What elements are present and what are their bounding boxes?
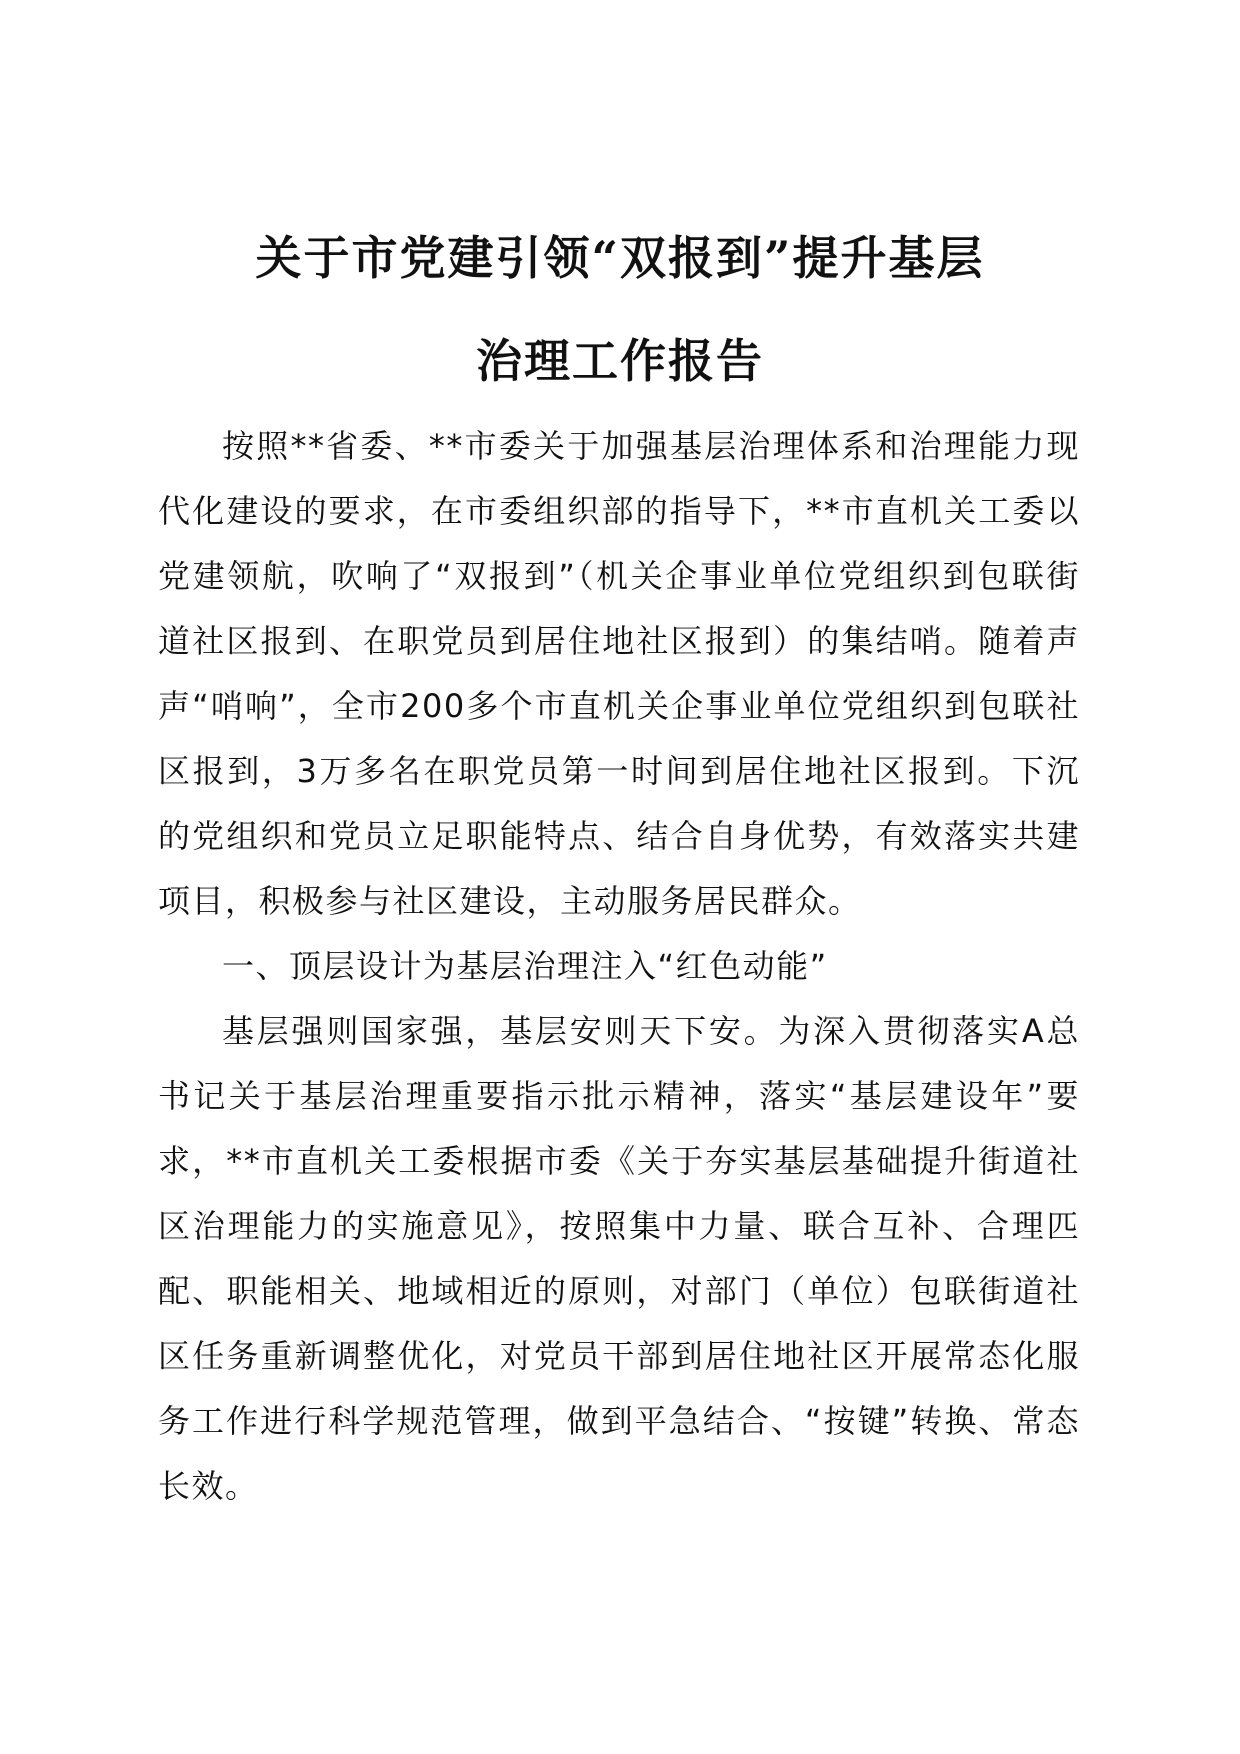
title-line-1: 关于市党建引领“双报到”提升基层 [255, 230, 985, 285]
document-body [158, 414, 1080, 1519]
paragraph-section-1: 基层强则国家强，基层安则天下安。为深入贯彻落实A总书记关于基层治理重要指示批示精神，落实“基层建设年”要求，**市直机关工委根据市委《关于夯实基层基础提升街道社区治理能力的实施意见》，按照集中力量、联合互补、合理匹配、职能相关、地域相近的原则，对部门（单位）包联街道社区任务重新调整优化，对党员干部到居住地社区开展常态化服务工作进行科学规范管理，做到平急结合、“按键”转换、常态长效。 [158, 1012, 1080, 1505]
title-line-2: 治理工作报告 [476, 333, 764, 388]
section-heading-1: 一、顶层设计为基层治理注入“红色动能” [222, 947, 828, 985]
document-title [120, 219, 1120, 400]
paragraph-intro: 按照**省委、**市委关于加强基层治理体系和治理能力现代化建设的要求，在市委组织部的指导下，**市直机关工委以党建领航，吹响了“双报到”（机关企事业单位党组织到包联街道社区报到、在职党员到居住地社区报到）的集结哨。随着声声“哨响”，全市200多个市直机关企事业单位党组织到包联社区报到，3万多名在职党员第一时间到居住地社区报到。下沉的党组织和党员立足职能特点、结合自身优势，有效落实共建项目，积极参与社区建设，主动服务居民群众。 [158, 427, 1080, 920]
